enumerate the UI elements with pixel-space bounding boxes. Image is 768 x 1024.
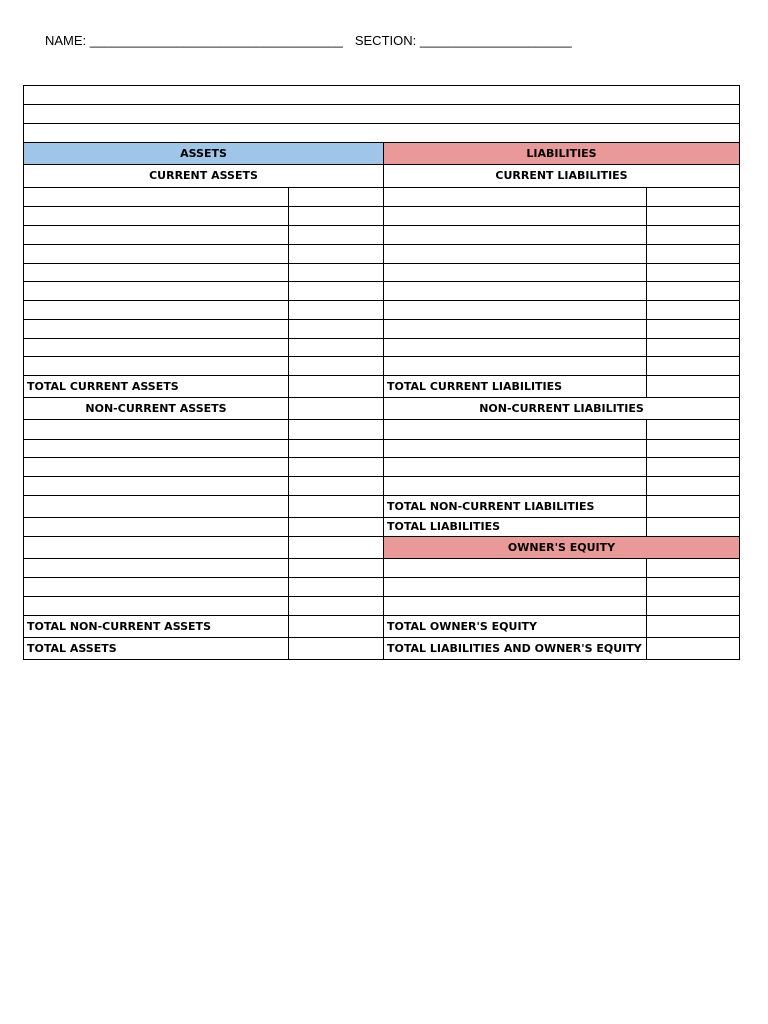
name-field-label: NAME: ___________________________________	[45, 33, 343, 48]
grid-line	[23, 300, 740, 301]
grid-line	[23, 104, 740, 105]
grid-line	[23, 596, 740, 597]
total-non-current-liabilities-label: TOTAL NON-CURRENT LIABILITIES	[387, 499, 595, 513]
total-assets-label: TOTAL ASSETS	[27, 641, 117, 655]
total-liabilities-label: TOTAL LIABILITIES	[387, 520, 501, 533]
grid-line	[23, 577, 740, 578]
grid-line	[23, 356, 740, 357]
grid-line	[23, 495, 740, 496]
grid-line	[23, 142, 740, 143]
grid-line	[23, 187, 740, 188]
current-assets-heading: CURRENT ASSETS	[149, 169, 258, 182]
current-liabilities-heading: CURRENT LIABILITIES	[495, 169, 628, 182]
grid-line	[23, 319, 740, 320]
grid-line	[739, 85, 740, 660]
non-current-liabilities-heading: NON-CURRENT LIABILITIES	[479, 401, 644, 415]
grid-line	[23, 244, 740, 245]
grid-line	[23, 517, 740, 518]
grid-line	[23, 123, 740, 124]
grid-line	[646, 558, 647, 660]
grid-line	[383, 142, 384, 660]
liabilities-heading: LIABILITIES	[384, 142, 739, 164]
grid-line	[23, 338, 740, 339]
grid-line	[23, 263, 740, 264]
assets-heading: ASSETS	[24, 142, 383, 164]
student-info-line	[45, 33, 572, 48]
total-liabilities-and-equity-label: TOTAL LIABILITIES AND OWNER'S EQUITY	[387, 641, 642, 655]
grid-line	[23, 164, 740, 165]
grid-line	[23, 397, 740, 398]
grid-line	[23, 419, 740, 420]
grid-line	[23, 206, 740, 207]
grid-line	[646, 187, 647, 397]
total-owners-equity-label: TOTAL OWNER'S EQUITY	[387, 619, 538, 633]
grid-line	[646, 419, 647, 536]
grid-line	[23, 439, 740, 440]
total-current-assets-label: TOTAL CURRENT ASSETS	[27, 379, 179, 393]
grid-line	[23, 637, 740, 638]
non-current-assets-heading: NON-CURRENT ASSETS	[85, 401, 227, 415]
grid-line	[23, 536, 740, 537]
grid-line	[23, 659, 740, 660]
grid-line	[23, 85, 24, 660]
owners-equity-heading: OWNER'S EQUITY	[384, 536, 739, 558]
grid-line	[23, 615, 740, 616]
total-current-liabilities-label: TOTAL CURRENT LIABILITIES	[387, 379, 563, 393]
grid-line	[23, 85, 740, 86]
grid-line	[23, 457, 740, 458]
grid-line	[23, 225, 740, 226]
grid-line	[23, 558, 740, 559]
grid-line	[23, 476, 740, 477]
grid-line	[23, 281, 740, 282]
section-field-label: SECTION: _____________________	[354, 33, 572, 48]
grid-line	[288, 187, 289, 660]
total-non-current-assets-label: TOTAL NON-CURRENT ASSETS	[27, 619, 211, 633]
grid-line	[23, 375, 740, 376]
